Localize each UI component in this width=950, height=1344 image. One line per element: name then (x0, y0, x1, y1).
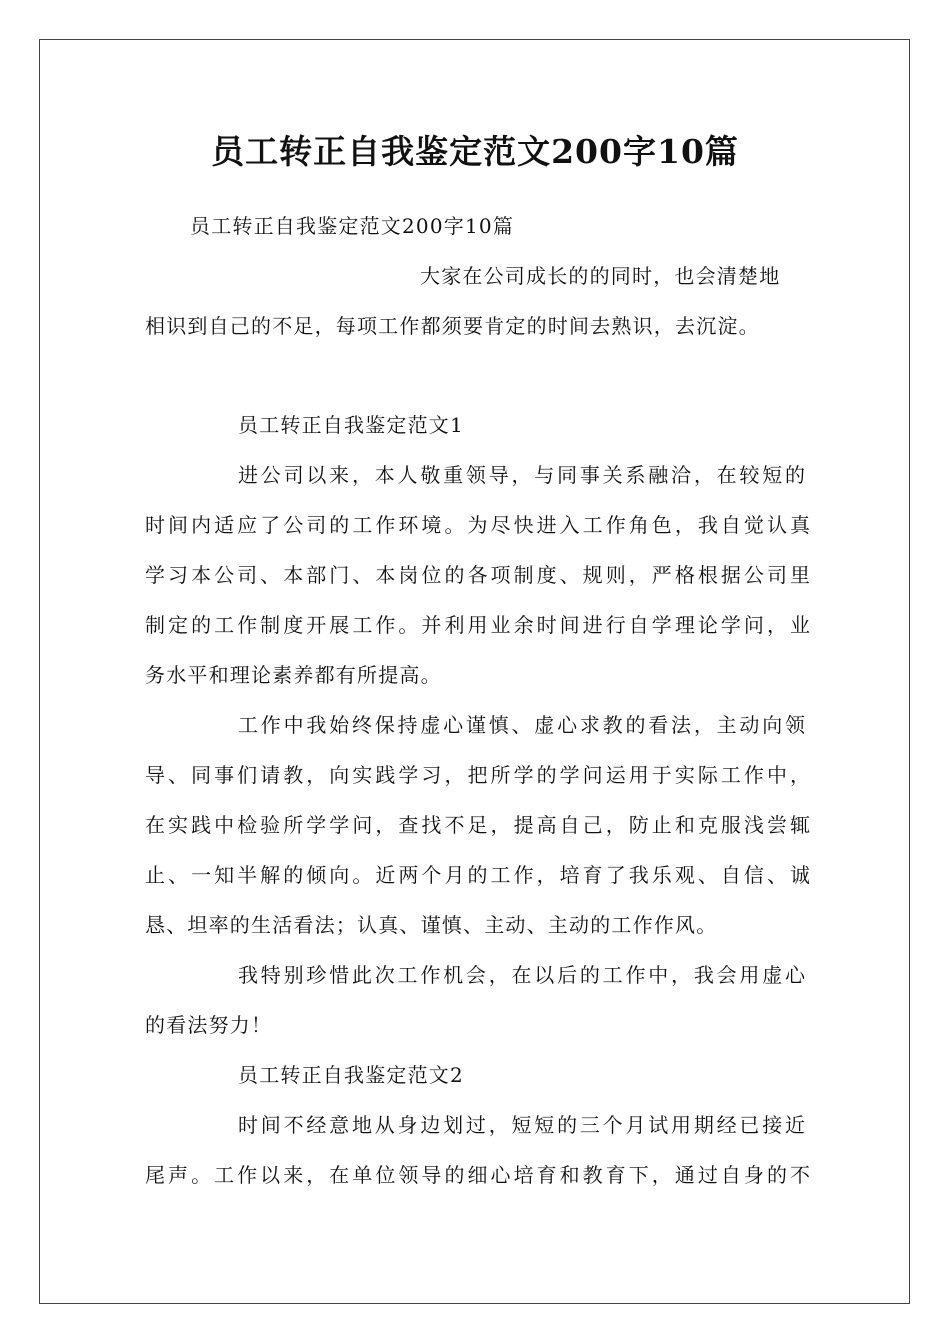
paragraph-line: 进公司以来，本人敬重领导，与同事关系融洽，在较短的 (238, 463, 805, 487)
paragraph-line: 止、一知半解的倾向。近两个月的工作，培育了我乐观、自信、诚 (145, 863, 810, 887)
paragraph-line: 学习本公司、本部门、本岗位的各项制度、规则，严格根据公司里 (145, 563, 810, 587)
section-heading-1: 员工转正自我鉴定范文1 (238, 413, 464, 437)
intro-line-2: 相识到自己的不足，每项工作都须要肯定的时间去熟识，去沉淀。 (145, 314, 760, 338)
paragraph-line: 尾声。工作以来，在单位领导的细心培育和教育下，通过自身的不 (145, 1163, 810, 1187)
paragraph-line: 的看法努力！ (145, 1013, 273, 1037)
paragraph-line: 我特别珍惜此次工作机会，在以后的工作中，我会用虚心 (238, 963, 805, 987)
paragraph-line: 时间不经意地从身边划过，短短的三个月试用期经已接近 (238, 1113, 805, 1137)
paragraph-line: 工作中我始终保持虚心谨慎、虚心求教的看法，主动向领 (238, 713, 805, 737)
paragraph-line: 务水平和理论素养都有所提高。 (145, 663, 442, 687)
intro-line-1: 大家在公司成长的的同时，也会清楚地 (420, 264, 781, 288)
document-title: 员工转正自我鉴定范文200字10篇 (211, 132, 739, 171)
subtitle-line: 员工转正自我鉴定范文200字10篇 (190, 214, 515, 238)
paragraph-line: 制定的工作制度开展工作。并利用业余时间进行自学理论学问，业 (145, 613, 810, 637)
paragraph-line: 恳、坦率的生活看法；认真、谨慎、主动、主动的工作作风。 (145, 913, 718, 937)
paragraph-line: 导、同事们请教，向实践学习，把所学的学问运用于实际工作中， (145, 763, 810, 787)
paragraph-line: 时间内适应了公司的工作环境。为尽快进入工作角色，我自觉认真 (145, 513, 810, 537)
paragraph-line: 在实践中检验所学学问，查找不足，提高自己，防止和克服浅尝辄 (145, 813, 810, 837)
section-heading-2: 员工转正自我鉴定范文2 (238, 1063, 464, 1087)
